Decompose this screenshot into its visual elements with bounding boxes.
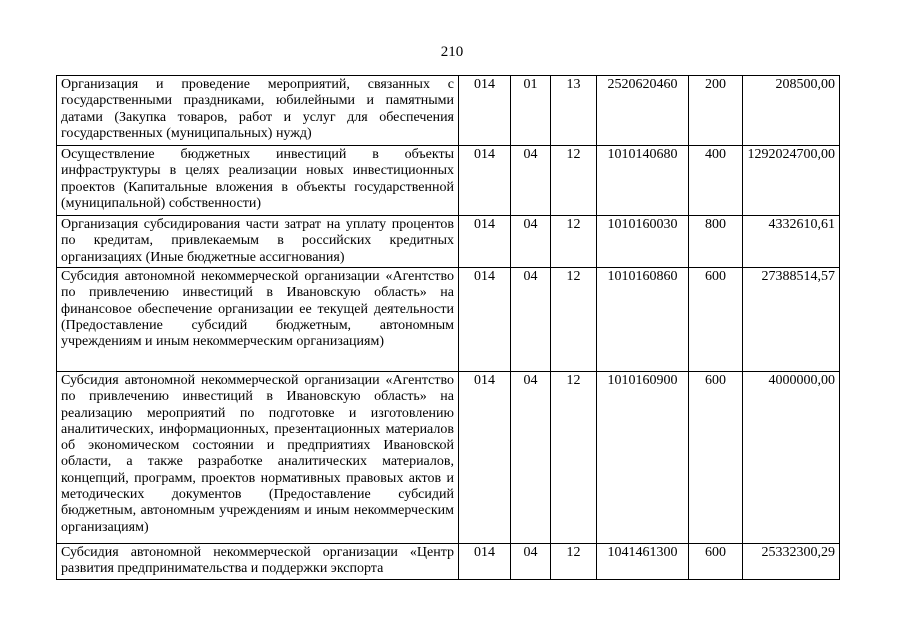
amount: 4332610,61 xyxy=(743,216,840,268)
budget-table xyxy=(56,75,840,580)
subsection-code: 12 xyxy=(551,372,597,544)
subsection-code: 12 xyxy=(551,544,597,580)
section-code: 01 xyxy=(511,76,551,146)
row-description: Субсидия автономной некоммерческой организации «Агентство по привлечению инвестиций в Ивановскую область» на финансовое обеспечение организации ее текущей деятельности (Предоставление субсидий бюджетным, автономным учреждениям и иным некоммерческим организациям) xyxy=(57,268,459,372)
target-article-code: 1041461300 xyxy=(597,544,689,580)
ministry-code: 014 xyxy=(459,146,511,216)
ministry-code: 014 xyxy=(459,268,511,372)
page-bottom-margin xyxy=(0,582,904,639)
expense-type-code: 600 xyxy=(689,268,743,372)
page-number: 210 xyxy=(440,44,464,60)
row-description: Субсидия автономной некоммерческой организации «Центр развития предпринимательства и поддержки экспорта xyxy=(57,544,459,580)
ministry-code: 014 xyxy=(459,372,511,544)
ministry-code: 014 xyxy=(459,216,511,268)
section-code: 04 xyxy=(511,216,551,268)
amount: 27388514,57 xyxy=(743,268,840,372)
ministry-code: 014 xyxy=(459,76,511,146)
row-description: Осуществление бюджетных инвестиций в объекты инфраструктуры в целях реализации новых инвестиционных проектов (Капитальные вложения в объекты государственной (муниципальной) собственности) xyxy=(57,146,459,216)
amount: 208500,00 xyxy=(743,76,840,146)
row-description: Организация и проведение мероприятий, связанных с государственными праздниками, юбилейными и памятными датами (Закупка товаров, работ и услуг для обеспечения государственных (муниципальных) нужд) xyxy=(57,76,459,146)
row-description: Субсидия автономной некоммерческой организации «Агентство по привлечению инвестиций в Ивановскую область» на реализацию мероприятий по подготовке и изготовлению аналитических, информационных, презентационных материалов об экономическом состоянии и предприятиях Ивановской области, а также разработке аналитических материалов, концепций, программ, проектов нормативных правовых актов и методических документов (Предоставление субсидий бюджетным, автономным учреждениям и иным некоммерческим организациям) xyxy=(57,372,459,544)
target-article-code: 1010160030 xyxy=(597,216,689,268)
section-code: 04 xyxy=(511,372,551,544)
ministry-code: 014 xyxy=(459,544,511,580)
table-row xyxy=(57,544,840,580)
subsection-code: 12 xyxy=(551,216,597,268)
target-article-code: 1010140680 xyxy=(597,146,689,216)
table-row xyxy=(57,146,840,216)
target-article-code: 2520620460 xyxy=(597,76,689,146)
section-code: 04 xyxy=(511,146,551,216)
subsection-code: 12 xyxy=(551,146,597,216)
expense-type-code: 200 xyxy=(689,76,743,146)
table-row xyxy=(57,372,840,544)
section-code: 04 xyxy=(511,268,551,372)
target-article-code: 1010160900 xyxy=(597,372,689,544)
table-row xyxy=(57,216,840,268)
subsection-code: 12 xyxy=(551,268,597,372)
expense-type-code: 600 xyxy=(689,544,743,580)
amount: 1292024700,00 xyxy=(743,146,840,216)
table-row xyxy=(57,268,840,372)
expense-type-code: 400 xyxy=(689,146,743,216)
section-code: 04 xyxy=(511,544,551,580)
table-row xyxy=(57,76,840,146)
amount: 4000000,00 xyxy=(743,372,840,544)
target-article-code: 1010160860 xyxy=(597,268,689,372)
subsection-code: 13 xyxy=(551,76,597,146)
row-description: Организация субсидирования части затрат на уплату процентов по кредитам, привлекаемым в российских кредитных организациях (Иные бюджетные ассигнования) xyxy=(57,216,459,268)
amount: 25332300,29 xyxy=(743,544,840,580)
expense-type-code: 600 xyxy=(689,372,743,544)
expense-type-code: 800 xyxy=(689,216,743,268)
